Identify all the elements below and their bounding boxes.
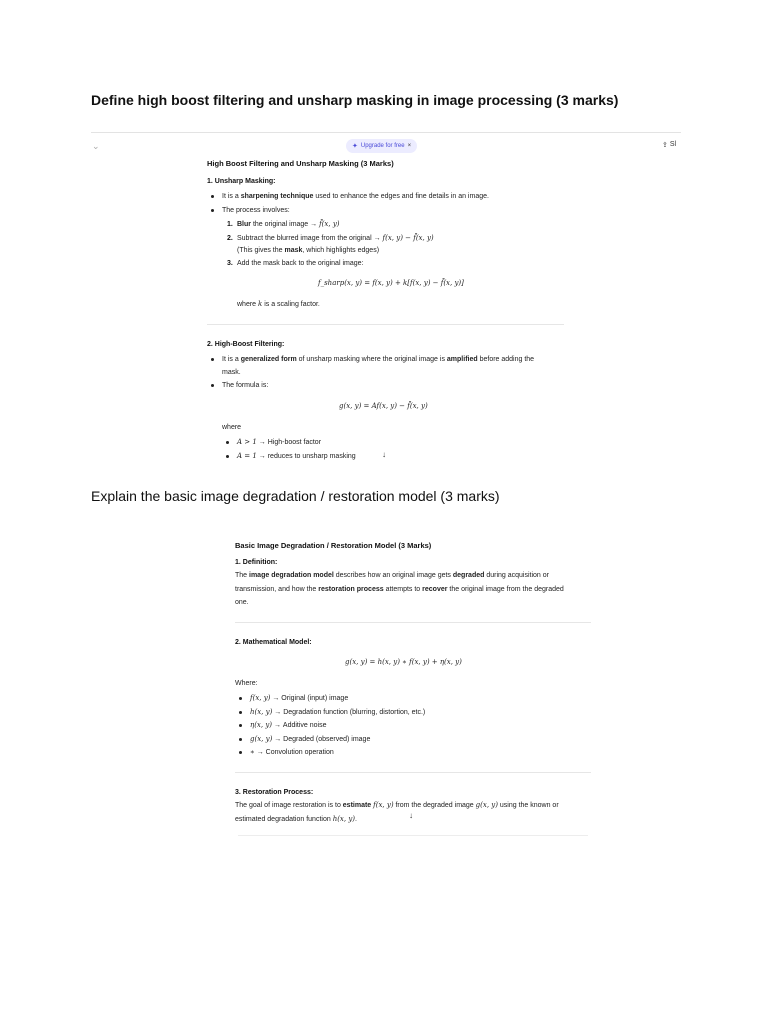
unsharp-bullet-1: It is a sharpening technique used to enhance the edges and fine details in an image. bbox=[222, 193, 489, 200]
where-label: Where: bbox=[235, 680, 258, 687]
term-item: g(x, y) → Degraded (observed) image bbox=[250, 735, 371, 743]
highboost-bullet-1-cont: mask. bbox=[222, 369, 241, 376]
share-label: Sl bbox=[669, 141, 677, 148]
upgrade-button[interactable] bbox=[346, 139, 417, 153]
unsharp-formula: f_sharp(x, y) = f(x, y) + k[f(x, y) − f̄(x, y)] bbox=[318, 279, 464, 287]
definition-line-1: The image degradation model describes how an original image gets degraded during acquisition or bbox=[235, 572, 549, 579]
math-model-heading: 2. Mathematical Model: bbox=[235, 639, 312, 646]
step-2-text: Subtract the blurred image from the original → f(x, y) − f̄(x, y) bbox=[237, 234, 434, 242]
share-icon: ⇪ bbox=[662, 142, 668, 149]
bullet bbox=[211, 384, 214, 387]
question-1-heading: Define high boost filtering and unsharp masking in image processing (3 marks) bbox=[91, 92, 619, 108]
term-item: h(x, y) → Degradation function (blurring, distortion, etc.) bbox=[250, 708, 426, 716]
step-2-note: (This gives the mask, which highlights edges) bbox=[237, 247, 380, 254]
term-item: ∗ → Convolution operation bbox=[250, 748, 334, 756]
answer-2-title: Basic Image Degradation / Restoration Model (3 Marks) bbox=[235, 541, 432, 550]
restoration-line-2: estimated degradation function h(x, y). bbox=[235, 815, 357, 823]
bullet bbox=[239, 697, 242, 700]
share-button[interactable] bbox=[662, 141, 676, 149]
bullet bbox=[239, 738, 242, 741]
bullet bbox=[211, 209, 214, 212]
bullet bbox=[211, 358, 214, 361]
degradation-formula: g(x, y) = h(x, y) ∗ f(x, y) + η(x, y) bbox=[345, 658, 462, 666]
condition-1: A > 1 → High-boost factor bbox=[237, 438, 322, 446]
upgrade-label: Upgrade for free bbox=[360, 143, 405, 149]
term-item: η(x, y) → Additive noise bbox=[250, 721, 327, 729]
scroll-down-icon[interactable]: ↓ bbox=[382, 450, 386, 459]
term-item: f(x, y) → Original (input) image bbox=[250, 694, 349, 702]
highboost-bullet-2: The formula is: bbox=[222, 382, 269, 389]
bullet bbox=[226, 441, 229, 444]
input-box-edge bbox=[238, 835, 588, 836]
step-3-text: Add the mask back to the original image: bbox=[237, 260, 364, 267]
divider bbox=[207, 324, 564, 325]
restoration-line-1: The goal of image restoration is to estimate f(x, y) from the degraded image g(x, y) using the known or bbox=[235, 801, 559, 809]
scroll-down-icon[interactable]: ↓ bbox=[409, 811, 413, 820]
restoration-heading: 3. Restoration Process: bbox=[235, 789, 314, 796]
bullet bbox=[226, 455, 229, 458]
sparkle-icon: ✦ bbox=[352, 143, 358, 150]
question-2-heading: Explain the basic image degradation / restoration model (3 marks) bbox=[91, 488, 500, 504]
highboost-bullet-1: It is a generalized form of unsharp masking where the original image is amplified before adding the bbox=[222, 356, 535, 363]
bullet bbox=[211, 195, 214, 198]
bullet bbox=[239, 711, 242, 714]
where-label: where bbox=[222, 424, 242, 431]
step-1-number: 1. bbox=[227, 221, 233, 228]
divider bbox=[235, 622, 591, 623]
highboost-formula: g(x, y) = Af(x, y) − f̄(x, y) bbox=[339, 402, 428, 410]
definition-line-3: one. bbox=[235, 599, 249, 606]
definition-line-2: transmission, and how the restoration process attempts to recover the original image from the degraded bbox=[235, 586, 564, 593]
bullet bbox=[239, 724, 242, 727]
highboost-heading: 2. High-Boost Filtering: bbox=[207, 341, 285, 348]
unsharp-heading: 1. Unsharp Masking: bbox=[207, 178, 276, 185]
condition-2: A = 1 → reduces to unsharp masking bbox=[237, 452, 356, 460]
scaling-note: where k is a scaling factor. bbox=[237, 300, 320, 308]
step-2-number: 2. bbox=[227, 235, 233, 242]
step-3-number: 3. bbox=[227, 260, 233, 267]
step-1-text: Blur the original image → f̄(x, y) bbox=[237, 220, 340, 228]
close-icon[interactable]: × bbox=[407, 143, 412, 149]
unsharp-bullet-2: The process involves: bbox=[222, 207, 290, 214]
bullet bbox=[239, 751, 242, 754]
chevron-down-icon[interactable]: ⌄ bbox=[92, 141, 100, 151]
answer-1-title: High Boost Filtering and Unsharp Masking (3 Marks) bbox=[207, 159, 394, 168]
divider bbox=[235, 772, 591, 773]
definition-heading: 1. Definition: bbox=[235, 559, 278, 566]
